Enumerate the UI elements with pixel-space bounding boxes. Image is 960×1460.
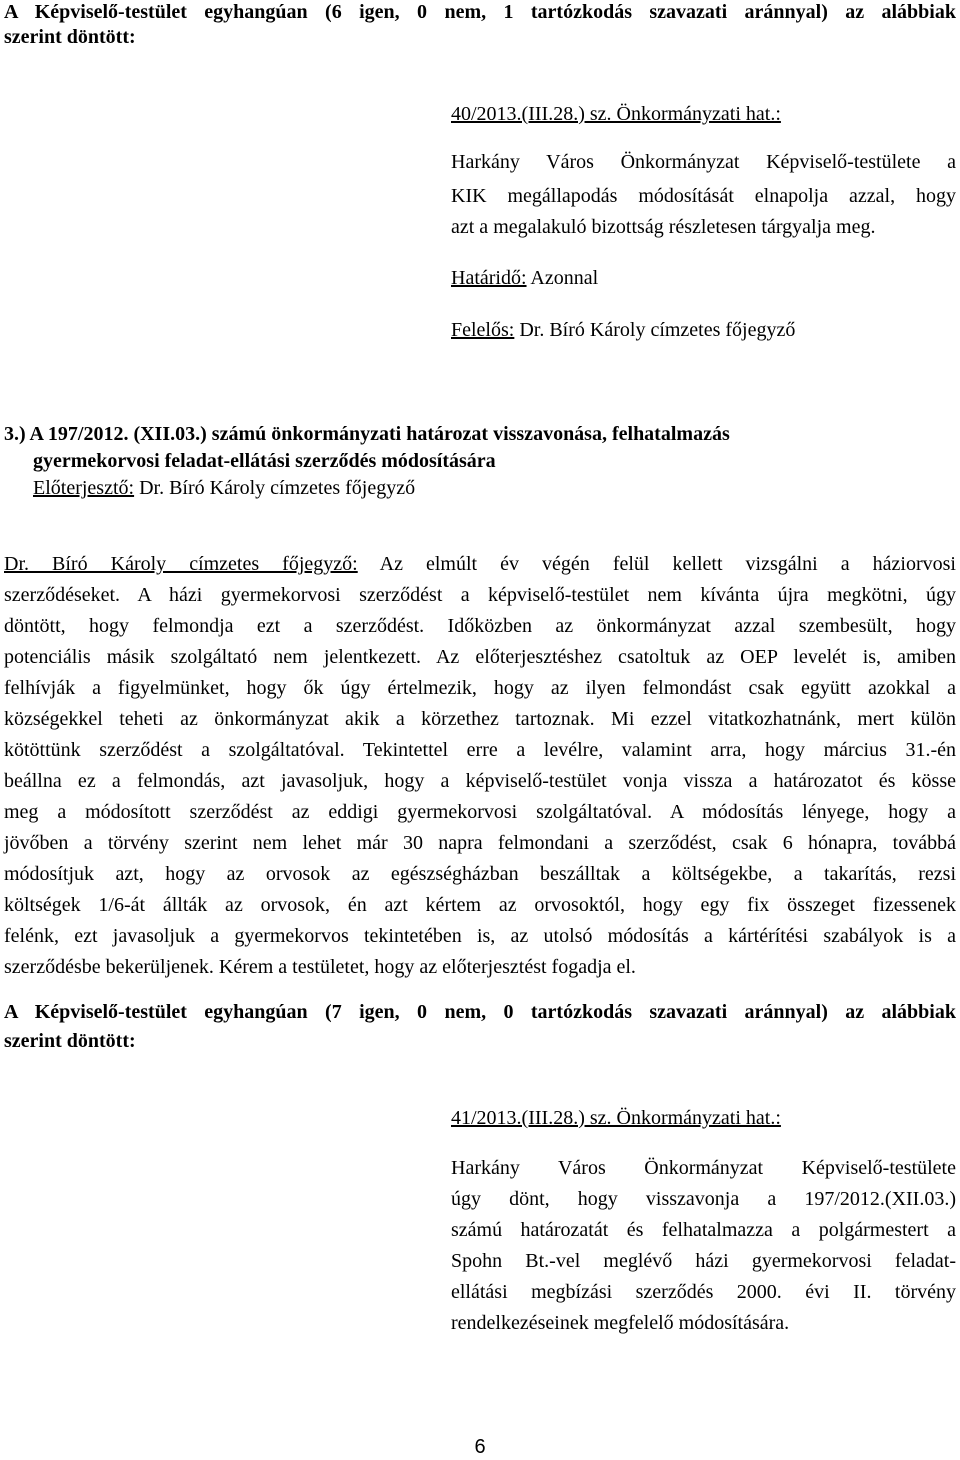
- speech-line: meg a módosított szerződést az eddigi gyermekorvosi szolgáltatóval. A módosítás lényege, hogy a: [4, 801, 956, 823]
- item-3-presenter: [33, 476, 415, 500]
- resolution-40-responsible: [451, 318, 795, 342]
- speech-line: szerződésbe bekerüljenek. Kérem a testületet, hogy az előterjesztést fogadja el.: [4, 956, 636, 978]
- item-3-title-line-1: 3.) A 197/2012. (XII.03.) számú önkormányzati határozat visszavonása, felhatalmazás: [4, 423, 730, 445]
- speech-line: kötöttünk szerződést a szolgáltatóval. Tekintettel erre a levélre, valamint arra, hogy március 31.-én: [4, 739, 956, 761]
- vote-1-line-2: szerint döntött:: [4, 26, 136, 48]
- deadline-value: Azonnal: [526, 267, 599, 289]
- speech-line: felénk, ezt javasoljuk a gyermekorvos tekintetében is, az utolsó módosítás a kártérítési szabályok is a: [4, 925, 956, 947]
- speech-line-1: [4, 552, 956, 576]
- resolution-40-body-3: azt a megalakuló bizottság részletesen tárgyalja meg.: [451, 216, 876, 238]
- resolution-40-heading: 40/2013.(III.28.) sz. Önkormányzati hat.:: [451, 103, 781, 125]
- resolution-40-body-1: Harkány Város Önkormányzat Képviselő-testülete a: [451, 151, 956, 173]
- speech-line: potenciális másik szolgáltató nem jelentkezett. Az előterjesztéshez csatoltuk az OEP levelét is, amiben: [4, 646, 956, 668]
- speaker-name: Dr. Bíró Károly címzetes főjegyző:: [4, 553, 358, 575]
- speech-line: módosítjuk azt, hogy az orvosok az egészségházban beszálltak a költségekbe, a takarítás, rezsi: [4, 863, 956, 885]
- resolution-40-deadline: [451, 266, 598, 290]
- speech-first-rest: Az elmúlt év végén felül kellett vizsgálni a háziorvosi: [357, 553, 956, 575]
- item-3-title-line-2: gyermekorvosi feladat-ellátási szerződés módosítására: [33, 450, 496, 472]
- presenter-value: Dr. Bíró Károly címzetes főjegyző: [134, 477, 416, 499]
- presenter-label: Előterjesztő:: [33, 477, 135, 499]
- resolution-41-body-6: rendelkezéseinek megfelelő módosítására.: [451, 1312, 790, 1334]
- speech-line: döntött, hogy felmondja ezt a szerződést. Időközben az önkormányzat azzal szembesült, hogy: [4, 615, 956, 637]
- resolution-41-body-4: Spohn Bt.-vel meglévő házi gyermekorvosi feladat-: [451, 1250, 956, 1272]
- page-number: 6: [474, 1436, 486, 1458]
- speech-line: szerződéseket. A házi gyermekorvosi szerződést a képviselő-testület nem kívánta újra megkötni, úgy: [4, 584, 956, 606]
- responsible-label: Felelős:: [451, 319, 515, 341]
- speech-line: felhívják a figyelmünket, hogy ők úgy értelmezik, hogy az ilyen felmondást csak együtt azokkal a: [4, 677, 956, 699]
- resolution-41-body-2: úgy dönt, hogy visszavonja a 197/2012.(XII.03.): [451, 1188, 956, 1210]
- responsible-value: Dr. Bíró Károly címzetes főjegyző: [514, 319, 796, 341]
- speech-line: községekkel teheti az önkormányzat akik a körzethez tartoznak. Mi ezzel vitatkozhatnánk, mert külön: [4, 708, 956, 730]
- resolution-41-heading: 41/2013.(III.28.) sz. Önkormányzati hat.:: [451, 1107, 781, 1129]
- resolution-41-body-3: számú határozatát és felhatalmazza a polgármestert a: [451, 1219, 956, 1241]
- vote-1-line-1: A Képviselő-testület egyhangúan (6 igen, 0 nem, 1 tartózkodás szavazati aránnyal) az alábbiak: [4, 1, 956, 23]
- speech-line: beállna ez a felmondás, azt javasoljuk, hogy a képviselő-testület vonja vissza a határozatot és kösse: [4, 770, 956, 792]
- vote-2-line-2: szerint döntött:: [4, 1030, 136, 1052]
- resolution-41-body-5: ellátási megbízási szerződés 2000. évi II. törvény: [451, 1281, 956, 1303]
- speech-line: jövőben a törvény szerint nem lehet már 30 napra felmondani a szerződést, csak 6 hónapra, továbbá: [4, 832, 956, 854]
- resolution-40-body-2: KIK megállapodás módosítását elnapolja azzal, hogy: [451, 185, 956, 207]
- speech-line: költségek 1/6-át állták az orvosok, én azt kértem az orvosoktól, hogy egy fix összeget fizessenek: [4, 894, 956, 916]
- resolution-41-body-1: Harkány Város Önkormányzat Képviselő-testülete: [451, 1157, 956, 1179]
- vote-2-line-1: A Képviselő-testület egyhangúan (7 igen, 0 nem, 0 tartózkodás szavazati aránnyal) az alábbiak: [4, 1001, 956, 1023]
- deadline-label: Határidő:: [451, 267, 527, 289]
